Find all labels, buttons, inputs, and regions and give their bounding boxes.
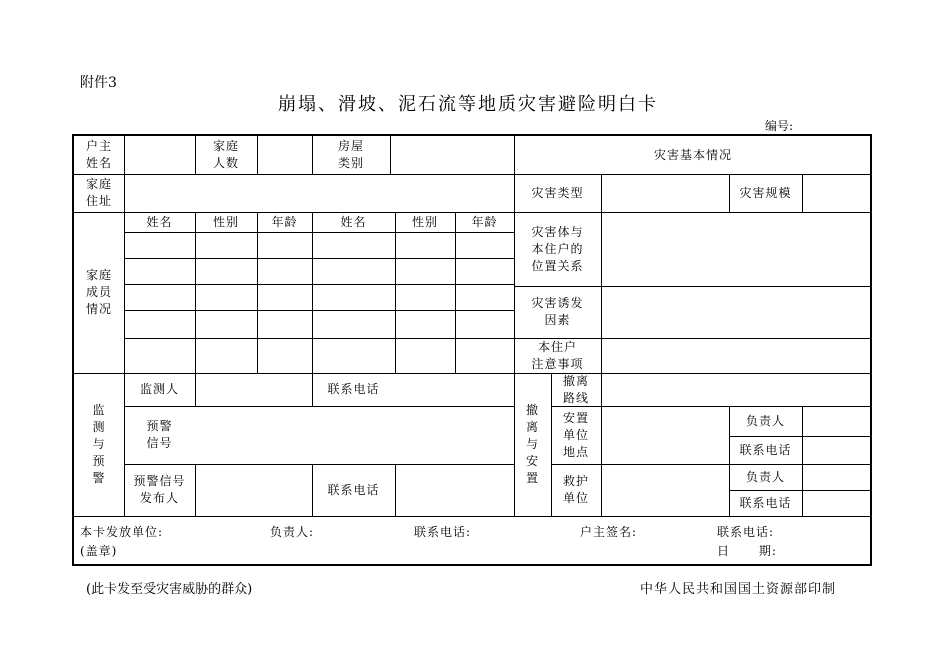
disaster-type-label: 灾害类型	[531, 185, 584, 200]
column-gender: 性别	[212, 214, 239, 229]
shelter-person-in-charge-label: 负责人	[745, 413, 785, 428]
monitor-label: 监测人	[139, 382, 179, 396]
serial-number-label: 编号:	[765, 119, 794, 133]
owner-signature-label: 户主签名:	[580, 525, 638, 539]
attachment-label: 附件3	[80, 75, 117, 91]
address-label: 家庭 住址	[85, 177, 112, 208]
distribution-note: (此卡发至受灾害威胁的群众)	[86, 582, 253, 597]
issuer-unit-label: 本卡发放单位:	[80, 525, 164, 539]
rescue-phone-label: 联系电话	[739, 495, 792, 510]
monitoring-warning-label: 监 测 与 预 警	[92, 403, 106, 485]
card-title: 崩塌、滑坡、泥石流等地质灾害避险明白卡	[278, 94, 658, 115]
card-table	[72, 134, 872, 566]
column-age: 年龄	[471, 214, 498, 229]
family-members-label: 家庭 成员 情况	[85, 268, 112, 316]
bottom-person-in-charge-label: 负责人:	[270, 525, 315, 539]
seal-label: (盖章)	[80, 544, 118, 558]
rescue-unit-label: 救护 单位	[562, 474, 589, 505]
disaster-basic-info-label: 灾害基本情况	[653, 147, 732, 162]
owner-name-label: 户主 姓名	[85, 139, 112, 170]
bottom-phone-label: 联系电话:	[414, 525, 472, 539]
bottom-phone2-label: 联系电话:	[717, 525, 775, 539]
position-relation-label: 灾害体与 本住户的 位置关系	[531, 224, 584, 273]
date-label: 日 期:	[717, 544, 777, 558]
printer-credit: 中华人民共和国国土资源部印制	[640, 582, 837, 597]
shelter-phone-label: 联系电话	[739, 442, 792, 457]
family-count-label: 家庭 人数	[212, 139, 239, 170]
rescue-person-in-charge-label: 负责人	[745, 469, 785, 484]
household-notes-label: 本住户 注意事项	[531, 339, 584, 371]
evacuation-route-label: 撤离 路线	[562, 373, 589, 405]
monitor-phone-label: 联系电话	[327, 382, 380, 396]
column-age: 年龄	[271, 214, 298, 229]
column-gender: 性别	[411, 214, 438, 229]
shelter-site-label: 安置 单位 地点	[562, 410, 589, 459]
issuer-phone-label: 联系电话	[327, 482, 380, 497]
column-name: 姓名	[146, 214, 173, 229]
evacuation-label: 撤 离 与 安 置	[525, 403, 539, 485]
signal-issuer-label: 预警信号 发布人	[133, 474, 186, 505]
trigger-factor-label: 灾害诱发 因素	[531, 296, 584, 327]
column-name: 姓名	[340, 214, 367, 229]
disaster-scale-label: 灾害规模	[739, 185, 792, 200]
house-type-label: 房屋 类别	[337, 139, 364, 170]
warning-signal-label: 预警 信号	[146, 419, 173, 450]
